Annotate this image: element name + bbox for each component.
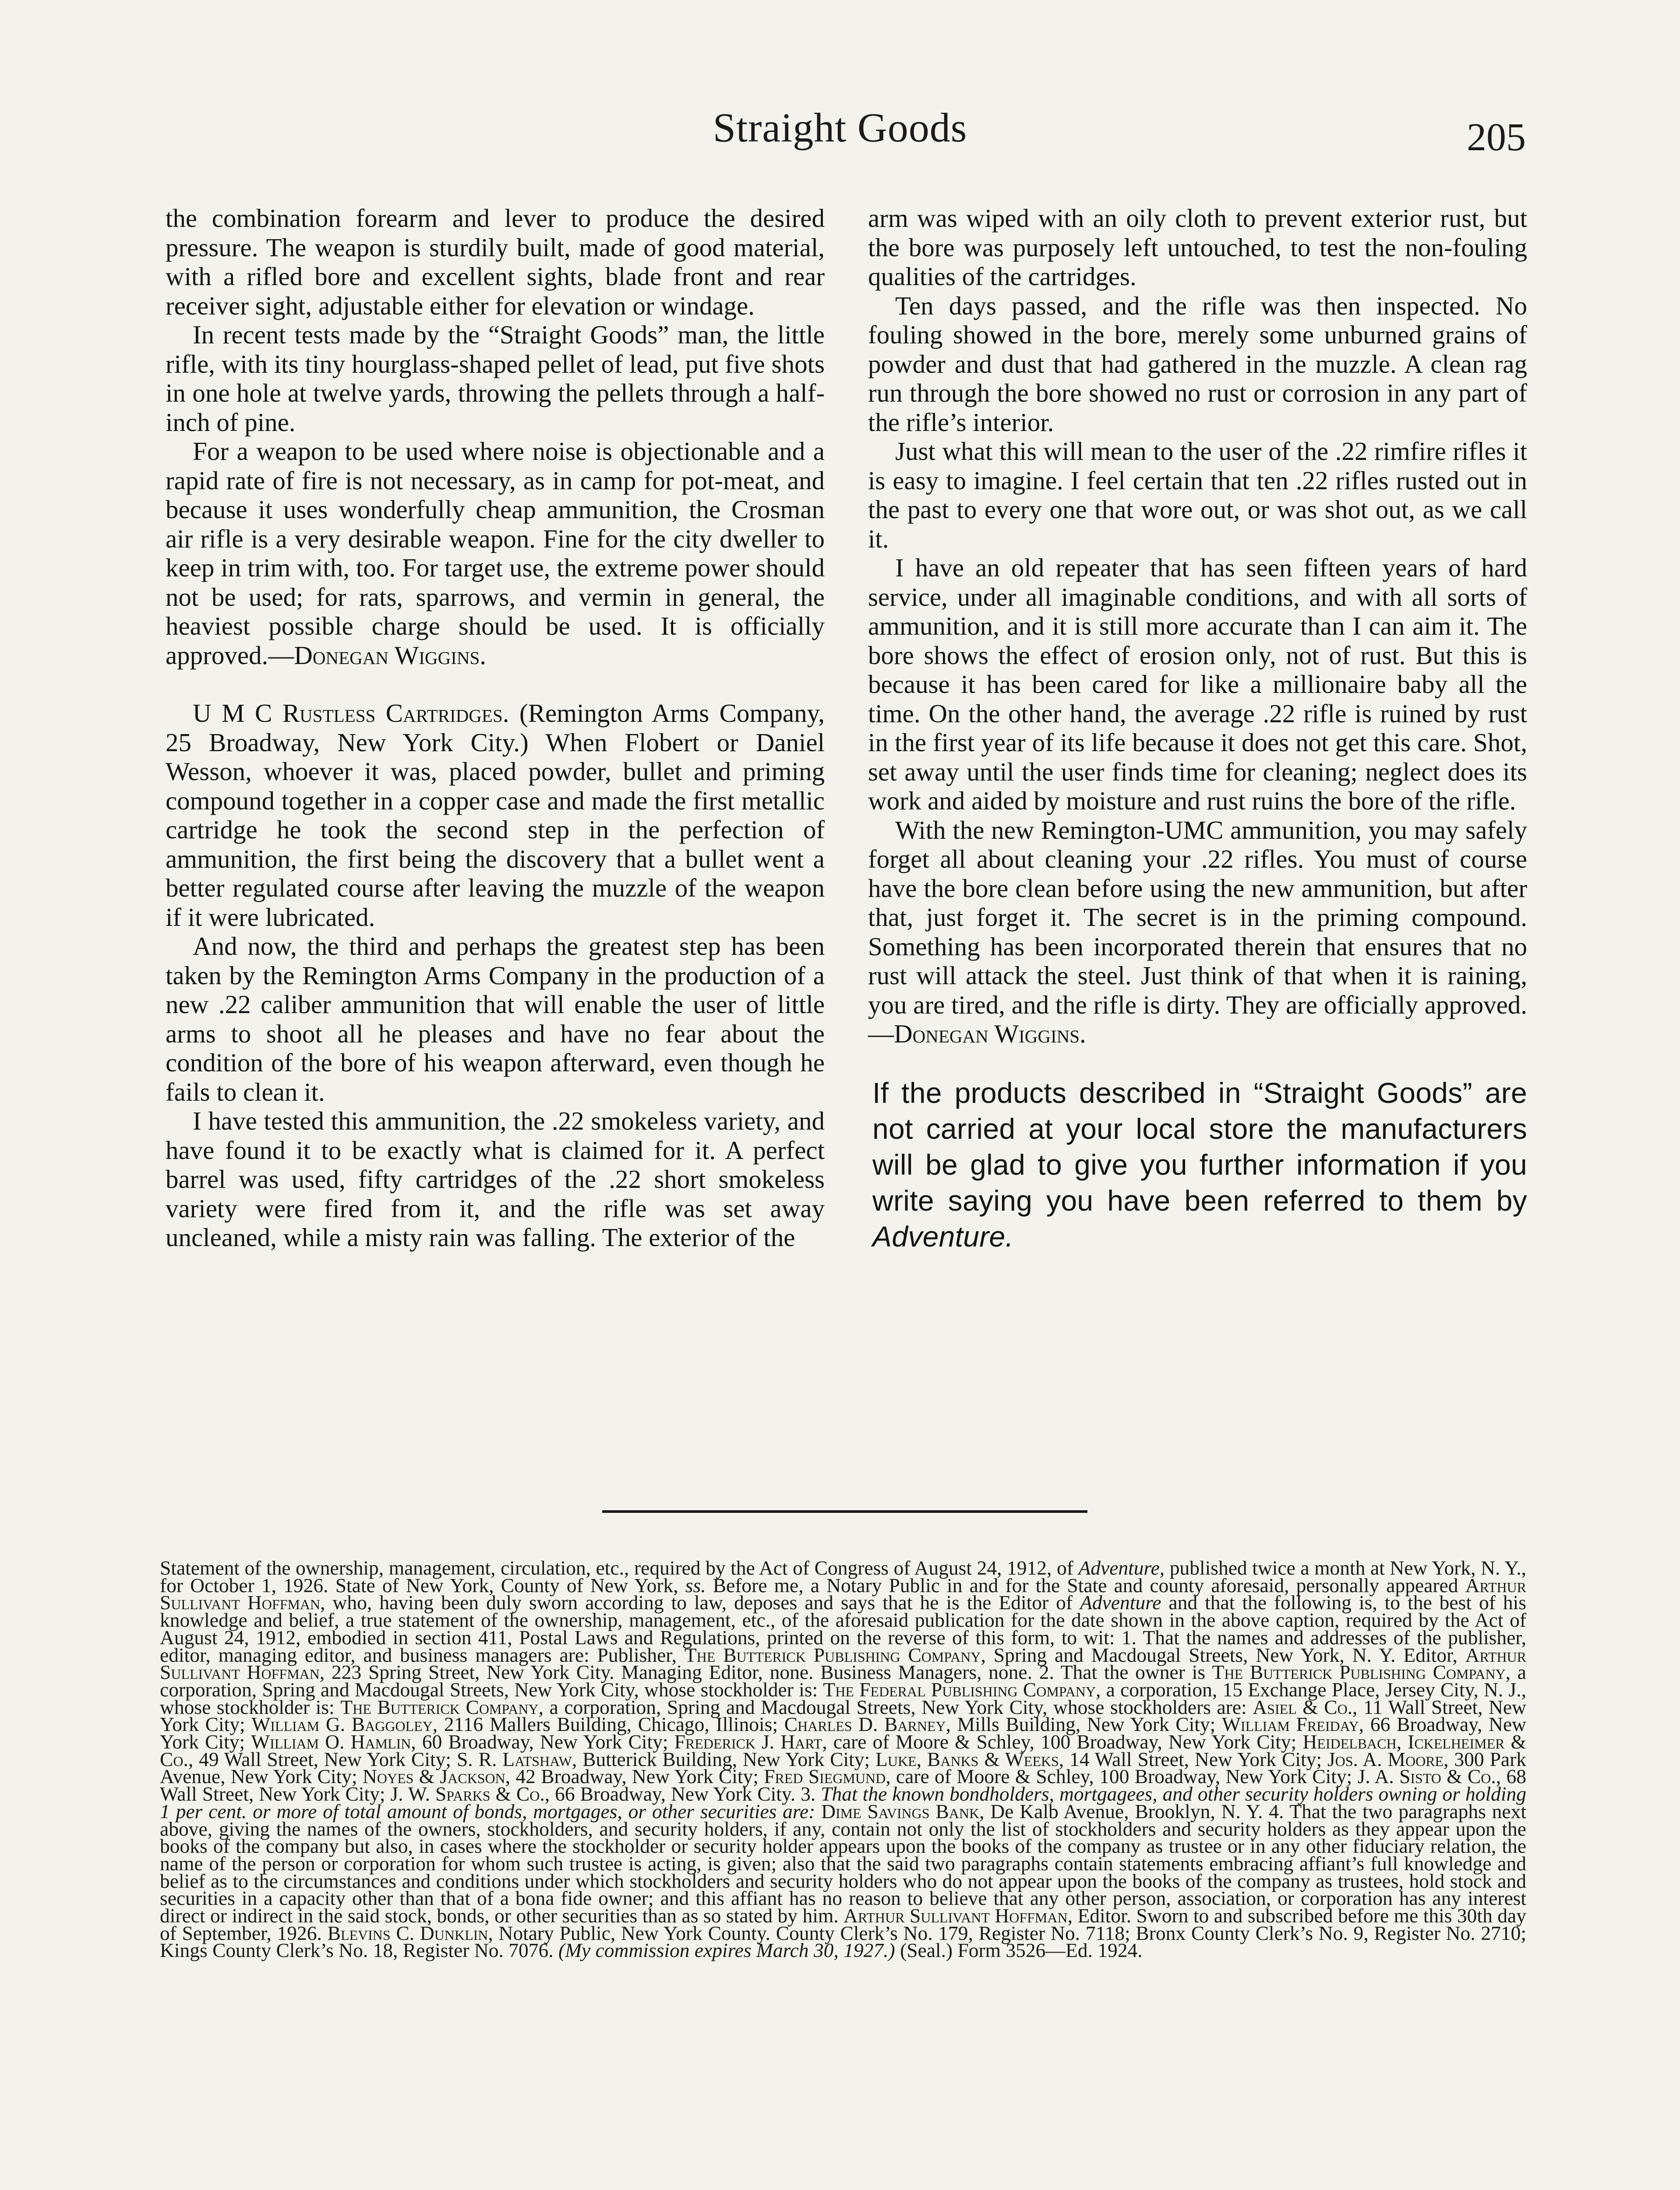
statement-text: 49 Wall Street, New York City; — [193, 1748, 457, 1770]
statement-text: Jos. A. Moore, — [1327, 1748, 1449, 1770]
statement-text: care of Moore & Schley, 100 Broadway, New York City; — [827, 1731, 1303, 1753]
statement-text: 60 Broadway, New York City; — [416, 1731, 674, 1753]
ownership-statement — [160, 1557, 1527, 1962]
author-signature: Donegan Wiggins. — [894, 1019, 1086, 1048]
paragraph — [868, 816, 1527, 1049]
statement-text: Mills Building, New York City; — [951, 1713, 1222, 1736]
paragraph: arm was wiped with an oily cloth to prevent exterior rust, but the bore was purposely left untouched, to test the non-fouling qualities of the cartridges. — [868, 204, 1527, 291]
statement-text: 14 Wall Street, New York City; — [1064, 1748, 1327, 1770]
statement-text: Spring and Macdougal Streets, New York, N. Y. Editor, — [985, 1643, 1465, 1666]
statement-text: Before me, a Notary Public in and for the State and county aforesaid, personally appeared — [706, 1574, 1465, 1597]
product-heading: U M C Rustless Cartridges. — [193, 699, 509, 728]
statement-text: (My commission expires March 30, 1927.) — [558, 1939, 895, 1962]
page-number: 205 — [1467, 116, 1526, 159]
statement-text: a corporation, Spring and Macdougal Streets, New York City, whose stockholder is: — [160, 1661, 1526, 1701]
statement-text: William Freiday, — [1221, 1713, 1364, 1736]
statement-text: Noyes & Jackson, — [363, 1765, 511, 1788]
author-signature: Donegan Wiggins. — [294, 640, 487, 670]
statement-text: S. R. Latshaw, — [456, 1748, 577, 1770]
paragraph: I have tested this ammunition, the .22 smokeless variety, and have found it to be exactly what is claimed for it. A perfect barrel was used, fifty cartridges of the .22 short smokeless variety were fired from it, and the rifle was set away uncleaned, while a misty rain was falling. The exterior of the — [166, 1106, 825, 1252]
notice-callout — [868, 1075, 1527, 1254]
statement-text: 11 Wall Street, New York City; — [160, 1695, 1526, 1736]
statement-text: Frederick J. Hart, — [674, 1731, 827, 1753]
statement-text: a corporation, 15 Exchange Place, Jersey City, N. J., whose stockholder is: — [160, 1678, 1526, 1718]
statement-text: 223 Spring Street, New York City. Managing Editor, none. Business Managers, none. 2. That the owner is — [325, 1661, 1212, 1684]
statement-text: Editor. Sworn to and subscribed before me this 30th day of September, 1926. — [160, 1904, 1526, 1944]
paragraph: Just what this will mean to the user of the .22 rimfire rifles it is easy to imagine. I feel certain that ten .22 rifles rusted out in the past to every one that wore out, or was shot out, as we call it. — [868, 437, 1527, 553]
statement-text: William G. Baggoley, — [251, 1713, 438, 1736]
paragraph: And now, the third and perhaps the greatest step has been taken by the Remington Arms Company in the production of a new .22 caliber ammunition that will enable the user of little arms to shoot all he pleases and have no fear about the condition of the bore of his weapon afterward, even though he fails to clean it. — [166, 932, 825, 1106]
statement-text: Adventure, — [1078, 1557, 1165, 1579]
statement-text: 68 Wall Street, New York City; — [160, 1765, 1526, 1805]
paragraph — [166, 437, 825, 670]
left-column — [166, 204, 825, 1252]
statement-text: That the known bondholders, mortgagees, and other security holders owning or holding 1 per cent. or more of total amount of bonds, mortgages, or other securities are: — [160, 1783, 1527, 1823]
statement-text: Adventure — [1080, 1591, 1161, 1614]
statement-text: Charles D. Barney, — [784, 1713, 951, 1736]
statement-text: Arthur Sullivant Hoffman, — [160, 1574, 1527, 1614]
statement-text: William O. Hamlin, — [251, 1731, 416, 1753]
statement-text: who, having been duly sworn according to law, deposes and says that he is the Editor of — [325, 1591, 1080, 1614]
statement-text: (Seal.) Form 3526—Ed. 1924. — [895, 1939, 1143, 1962]
paragraph: Ten days passed, and the rifle was then inspected. No fouling showed in the bore, merely some unburned grains of powder and dust that had gathered in the muzzle. A clean rag run through the bore showed no rust or corrosion in any part of the rifle’s interior. — [868, 291, 1527, 437]
statement-text: Heidelbach, Ickelheimer & Co., — [160, 1731, 1526, 1770]
statement-text: and that the following is, to the best of his knowledge and belief, a true statement of the ownership, management, etc., of the aforesaid publication for the date shown in the above caption, required by the Act of August 24, 1912, embodied in section 411, Postal Laws and Regulations, printed on the reverse of this form, to wit: 1. That the names and addresses of the publisher, editor, managing editor, and business managers are: Publisher, — [160, 1591, 1526, 1666]
paragraph: In recent tests made by the “Straight Goods” man, the little rifle, with its tiny hourglass-shaped pellet of lead, put five shots in one hole at twelve yards, throwing the pellets through a half-inch of pine. — [166, 320, 825, 437]
statement-text: Dime Savings Bank, — [821, 1800, 985, 1823]
statement-text: The Butterick Publishing Company, — [684, 1643, 986, 1666]
statement-text: The Federal Publishing Company, — [823, 1678, 1101, 1701]
statement-text: Butterick Building, New York City; — [577, 1748, 876, 1770]
statement-text: The Butterick Publishing Company, — [1212, 1661, 1511, 1684]
statement-text: Arthur Sullivant Hoffman, — [160, 1643, 1527, 1684]
paragraph-text: (Remington Arms Company, 25 Broadway, New York City.) When Flobert or Daniel Wesson, whoever it was, placed powder, bullet and priming compound together in a copper case and made the first metallic cartridge he took the second step in the perfection of ammunition, the first being the discovery that a bullet went a better regulated course after leaving the muzzle of the weapon if it were lubricated. — [166, 699, 825, 932]
statement-text: Luke, Banks & Weeks, — [875, 1748, 1064, 1770]
statement-text: care of Moore & Schley, 100 Broadway, New York City; — [890, 1765, 1358, 1788]
statement-text: Blevins C. Dunklin, — [327, 1922, 493, 1944]
page-title: Straight Goods — [713, 105, 967, 151]
statement-text: Fred Siegmund, — [764, 1765, 891, 1788]
paragraph-text: With the new Remington-UMC ammunition, you may safely forget all about cleaning your .22 rifles. You must of course have the bore clean before using the new ammunition, but after that, just forget it. The secret is in the priming compound. Something has been incorporated therein that ensures that no rust will attack the steel. Just think of that when it is raining, you are tired, and the rifle is dirty. They are officially approved.— — [868, 815, 1527, 1048]
statement-text: a corporation, Spring and Macdougal Streets, New York City, whose stockholders are: — [543, 1695, 1253, 1718]
statement-text: 66 Broadway, New York City; — [160, 1713, 1527, 1753]
statement-text: J. A. Sisto & Co., — [1357, 1765, 1501, 1788]
paragraph: the combination forearm and lever to produce the desired pressure. The weapon is sturdily built, made of good material, with a rifled bore and excellent sights, blade front and rear receiver sight, adjustable either for elevation or windage. — [166, 204, 825, 320]
paragraph-text: For a weapon to be used where noise is objectionable and a rapid rate of fire is not necessary, as in camp for pot-meat, and because it uses wonderfully cheap ammunition, the Crosman air rifle is a very desirable weapon. Fine for the city dweller to keep in trim with, too. For target use, the extreme power should not be used; for rats, sparrows, and vermin in general, the heaviest possible charge should be used. It is officially approved.— — [166, 437, 825, 670]
statement-text: The Butterick Company, — [340, 1695, 544, 1718]
statement-text: 66 Broadway, New York City. 3. — [550, 1783, 821, 1805]
statement-text: ss. — [685, 1574, 706, 1597]
magazine-name: Adventure. — [872, 1220, 1014, 1253]
paragraph — [166, 699, 825, 932]
statement-text: 42 Broadway, New York City; — [510, 1765, 764, 1788]
statement-text: 2116 Mallers Building, Chicago, Illinois; — [438, 1713, 784, 1736]
statement-text: Notary Public, New York County. County Clerk’s No. 179, Register No. 7118; Bronx County Clerk’s No. 9, Register No. 2710; Kings County Clerk’s No. 18, Register No. 7076. — [160, 1922, 1527, 1962]
statement-text: J. W. Sparks & Co., — [390, 1783, 550, 1805]
statement-text: Statement of the ownership, management, circulation, etc., required by the Act of Congress of August 24, 1912, of — [160, 1557, 1079, 1579]
statement-text: 300 Park Avenue, New York City; — [160, 1748, 1527, 1788]
statement-text: published twice a month at New York, N. Y., for October 1, 1926. State of New York, County of New York, — [160, 1557, 1527, 1597]
statement-text: Arthur Sullivant Hoffman, — [844, 1904, 1073, 1927]
paragraph: I have an old repeater that has seen fifteen years of hard service, under all imaginable conditions, and with all sorts of ammunition, and it is still more accurate than I can aim it. The bore shows the effect of erosion only, not of rust. But this is because it has been cared for like a millionaire baby all the time. On the other hand, the average .22 rifle is ruined by rust in the first year of its life because it does not get this care. Shot, set away until the user finds time for cleaning; neglect does its work and aided by moisture and rust ruins the bore of the rifle. — [868, 553, 1527, 815]
divider-rule — [602, 1510, 1087, 1513]
statement-text: De Kalb Avenue, Brooklyn, N. Y. 4. That the two paragraphs next above, giving the names of the owners, stockholders, and security holders, if any, contain not only the list of stockholders and security holders as they appear upon the books of the company but also, in cases where the stockholder or security holder appears upon the books of the company as trustee or in any other fiduciary relation, the name of the person or corporation for whom such trustee is acting, is given; also that the said two paragraphs contain statements embracing affiant’s full knowledge and belief as to the circumstances and conditions under which stockholders and security holders who do not appear upon the books of the company as trustees, hold stock and securities in a capacity other than that of a bona fide owner; and this affiant has no reason to believe that any other person, association, or corporation has any interest direct or indirect in the said stock, bonds, or other securities than as so stated by him. — [160, 1800, 1526, 1927]
statement-text: Asiel & Co., — [1253, 1695, 1358, 1718]
right-column — [868, 204, 1527, 1254]
callout-text: If the products described in “Straight Goods” are not carried at your local store the manufacturers will be glad to give you further information if you write saying you have been referred to them by — [872, 1076, 1527, 1217]
